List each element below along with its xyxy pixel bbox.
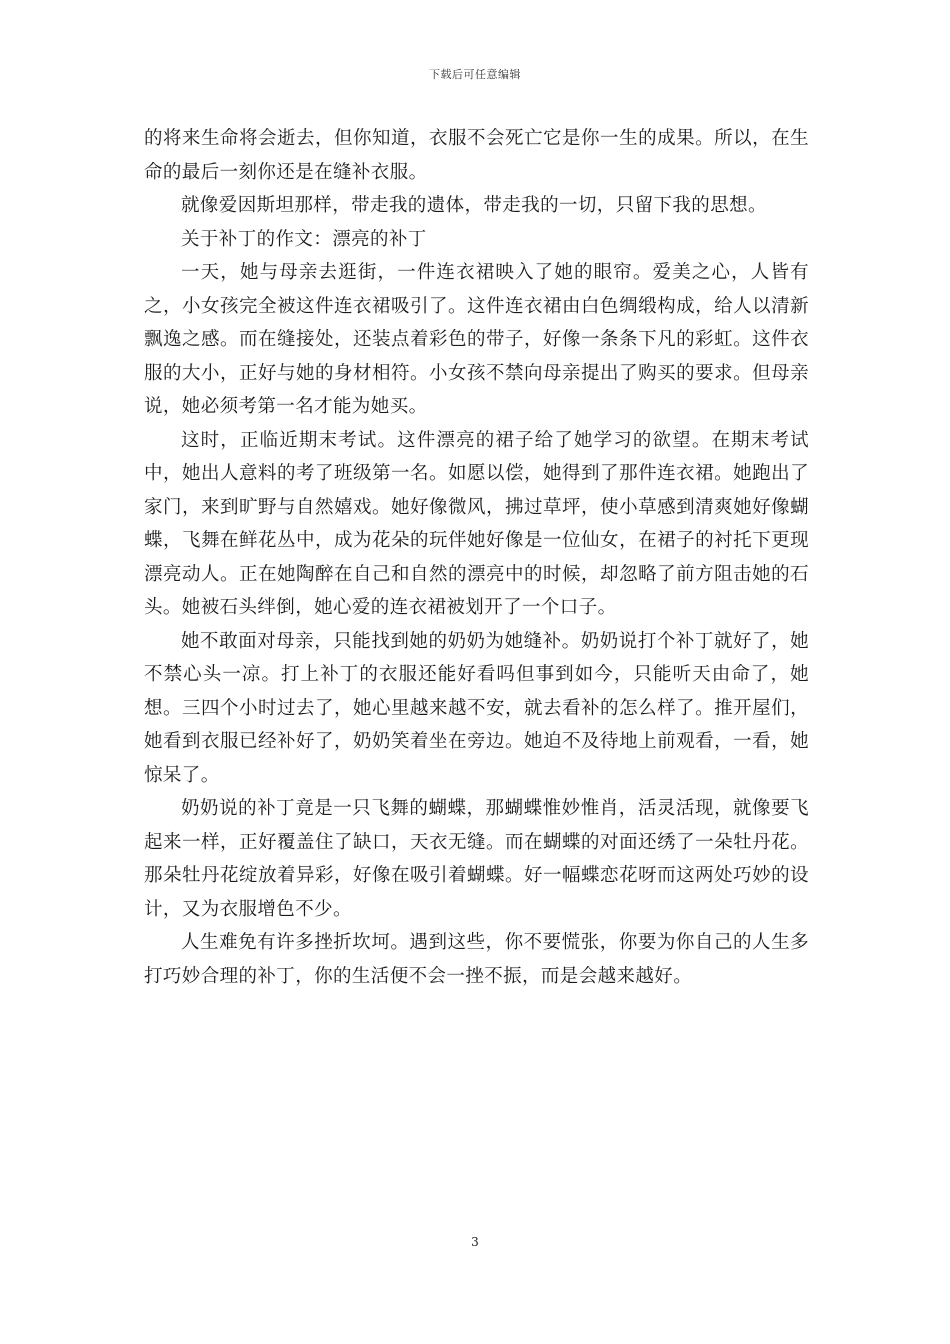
paragraph-shopping: 一天，她与母亲去逛街，一件连衣裙映入了她的眼帘。爱美之心，人皆有之，小女孩完全被这件连衣裙吸引了。这件连衣裙由白色绸缎构成，给人以清新飘逸之感。而在缝接处，还装点着彩色的带子，好像一条条下凡的彩虹。这件衣服的大小，正好与她的身材相符。小女孩不禁向母亲提出了购买的要求。但母亲说，她必须考第一名才能为她买。	[144, 262, 809, 417]
page-header: 下载后可任意编辑	[429, 68, 521, 81]
paragraph-conclusion: 人生难免有许多挫折坎坷。遇到这些，你不要慌张，你要为你自己的人生多打巧妙合理的补丁，你的生活便不会一挫不振，而是会越来越好。	[144, 932, 809, 987]
essay-title: 关于补丁的作文：漂亮的补丁	[181, 228, 427, 250]
paragraph-grandmother: 她不敢面对母亲，只能找到她的奶奶为她缝补。奶奶说打个补丁就好了，她不禁心头一凉。打上补丁的衣服还能好看吗但事到如今，只能听天由命了，她想。三四个小时过去了，她心里越来越不安，就去看补的怎么样了。推开屋们，她看到衣服已经补好了，奶奶笑着坐在旁边。她迫不及待地上前观看，一看，她惊呆了。	[144, 630, 809, 786]
document-body	[144, 122, 809, 993]
paragraph-continuation: 的将来生命将会逝去，但你知道，衣服不会死亡它是你一生的成果。所以，在生命的最后一刻你还是在缝补衣服。	[144, 128, 809, 183]
page-number: 3	[471, 1235, 479, 1249]
paragraph-butterfly-patch: 奶奶说的补丁竟是一只飞舞的蝴蝶，那蝴蝶惟妙惟肖，活灵活现，就像要飞起来一样，正好覆盖住了缺口，天衣无缝。而在蝴蝶的对面还绣了一朵牡丹花。那朵牡丹花绽放着异彩，好像在吸引着蝴蝶。好一幅蝶恋花呀而这两处巧妙的设计，又为衣服增色不少。	[144, 798, 809, 920]
paragraph-einstein-quote: 就像爱因斯坦那样，带走我的遗体，带走我的一切，只留下我的思想。	[181, 195, 767, 216]
paragraph-exam: 这时，正临近期末考试。这件漂亮的裙子给了她学习的欲望。在期末考试中，她出人意料的考了班级第一名。如愿以偿，她得到了那件连衣裙。她跑出了家门，来到旷野与自然嬉戏。她好像微风，拂过草坪，使小草感到清爽她好像蝴蝶，飞舞在鲜花丛中，成为花朵的玩伴她好像是一位仙女，在裙子的衬托下更现漂亮动人。正在她陶醉在自己和自然的漂亮中的时候，却忽略了前方阻击她的石头。她被石头绊倒，她心爱的连衣裙被划开了一个口子。	[144, 429, 809, 618]
